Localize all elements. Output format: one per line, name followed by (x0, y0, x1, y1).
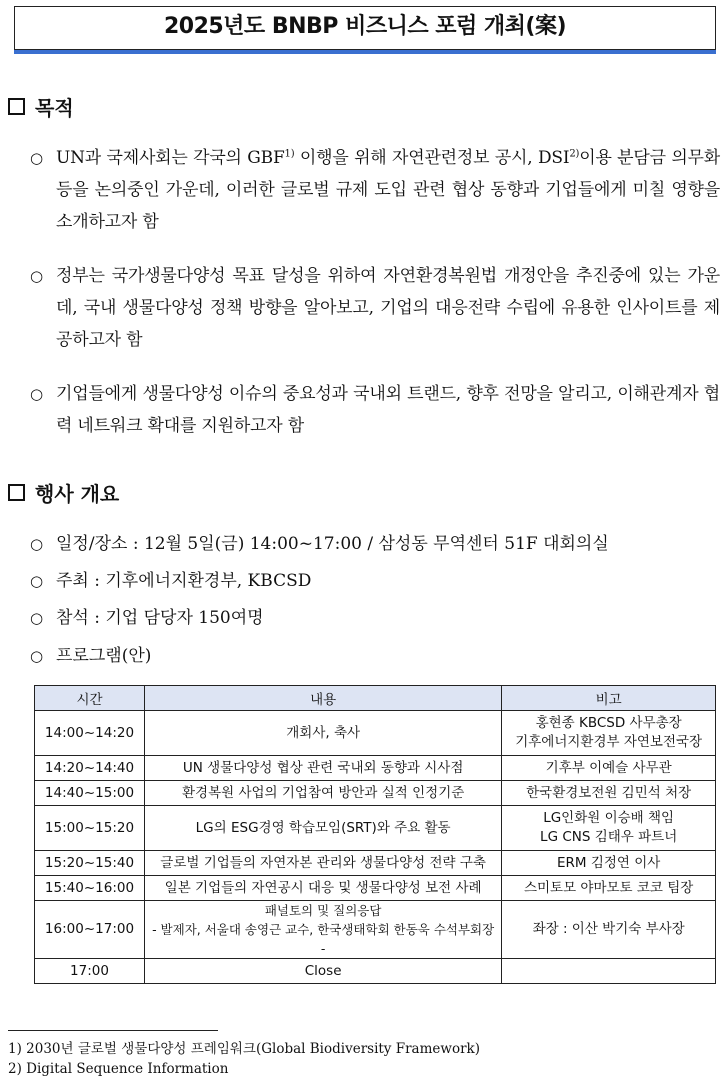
purpose-bullet-1 (30, 142, 720, 238)
section-purpose-title: 목적 (35, 96, 74, 120)
table-row (35, 959, 716, 984)
row-note: 스미토모 야마모토 코코 팀장 (502, 876, 716, 901)
title-box (14, 6, 716, 50)
row-time: 14:20~14:40 (35, 756, 145, 781)
overview-host-text: 주최 : 기후에너지환경부, KBCSD (56, 571, 312, 591)
row-content: 일본 기업들의 자연공시 대응 및 생물다양성 보전 사례 (144, 876, 501, 901)
footnote-divider (8, 1030, 218, 1031)
row-content: UN 생물다양성 협상 관련 국내외 동향과 시사점 (144, 756, 501, 781)
row-note: 홍현종 KBCSD 사무총장 기후에너지환경부 자연보전국장 (502, 711, 716, 756)
header-content: 내용 (144, 686, 501, 711)
row-content: 패널토의 및 질의응답 - 발제자, 서울대 송영근 교수, 한국생태학회 한동욱 수석부회장 - (144, 901, 501, 959)
table-row (35, 806, 716, 851)
purpose-bullet-3-text: 기업들에게 생물다양성 이슈의 중요성과 국내외 트랜드, 향후 전망을 알리고, 이해관계자 협력 네트워크 확대를 지원하고자 함 (56, 384, 720, 436)
bullet-circle-icon: ○ (30, 267, 44, 285)
row-content: LG의 ESG경영 학습모임(SRT)와 주요 활동 (144, 806, 501, 851)
bullet-circle-icon: ○ (30, 572, 44, 590)
footnote-2: 2) Digital Sequence Information (8, 1061, 229, 1077)
table-row (35, 781, 716, 806)
bullet-circle-icon: ○ (30, 609, 44, 627)
footnote-1: 1) 2030년 글로벌 생물다양성 프레임워크(Global Biodiversity Framework) (8, 1041, 480, 1057)
bullet-circle-icon: ○ (30, 647, 44, 665)
purpose-bullet-2-text: 정부는 국가생물다양성 목표 달성을 위하여 자연환경복원법 개정안을 추진중에 있는 가운데, 국내 생물다양성 정책 방향을 알아보고, 기업의 대응전략 수립에 유용한 인사이트를 제공하고자 함 (56, 266, 720, 350)
overview-schedule-text: 일정/장소 : 12월 5일(금) 14:00~17:00 / 삼성동 무역센터 51F 대회의실 (56, 534, 609, 554)
row-note (502, 959, 716, 984)
row-time: 15:00~15:20 (35, 806, 145, 851)
section-overview-title: 행사 개요 (35, 482, 120, 506)
table-row (35, 901, 716, 959)
row-note: 좌장 : 이산 박기숙 부사장 (502, 901, 716, 959)
row-time: 16:00~17:00 (35, 901, 145, 959)
title-underline (14, 50, 716, 54)
bullet-circle-icon: ○ (30, 149, 44, 167)
row-time: 17:00 (35, 959, 145, 984)
overview-attendees-text: 참석 : 기업 담당자 150여명 (56, 608, 264, 628)
page-title: 2025년도 BNBP 비즈니스 포럼 개최(案) (163, 14, 567, 39)
row-time: 15:40~16:00 (35, 876, 145, 901)
table-row (35, 876, 716, 901)
table-row (35, 711, 716, 756)
header-note: 비고 (502, 686, 716, 711)
bullet-circle-icon: ○ (30, 385, 44, 403)
row-time: 14:00~14:20 (35, 711, 145, 756)
overview-program (30, 644, 151, 668)
overview-schedule (30, 532, 609, 556)
overview-attendees (30, 606, 264, 630)
overview-host (30, 569, 311, 593)
row-time: 15:20~15:40 (35, 851, 145, 876)
purpose-bullet-1-text: UN과 국제사회는 각국의 GBF$^{1)}$ 이행을 위해 자연관련정보 공시, DSI$^{2)}$이용 분담금 의무화 등을 논의중인 가운데, 이러한 글로벌 규제 도입 관련 협상 동향과 기업들에게 미칠 영향을 소개하고자 함 (56, 148, 720, 232)
bullet-circle-icon: ○ (30, 535, 44, 553)
header-time: 시간 (35, 686, 145, 711)
row-note: LG인화원 이승배 책임 LG CNS 김태우 파트너 (502, 806, 716, 851)
row-content: 환경복원 사업의 기업참여 방안과 실적 인정기준 (144, 781, 501, 806)
purpose-bullet-2 (30, 260, 720, 356)
table-row (35, 756, 716, 781)
program-table (34, 685, 716, 984)
row-content: 개회사, 축사 (144, 711, 501, 756)
row-note: 기후부 이예슬 사무관 (502, 756, 716, 781)
row-note: ERM 김정연 이사 (502, 851, 716, 876)
section-purpose-heading (8, 92, 74, 121)
row-content: 글로벌 기업들의 자연자본 관리와 생물다양성 전략 구축 (144, 851, 501, 876)
overview-program-text: 프로그램(안) (56, 646, 152, 666)
purpose-bullet-3 (30, 378, 720, 442)
row-note: 한국환경보전원 김민석 처장 (502, 781, 716, 806)
row-time: 14:40~15:00 (35, 781, 145, 806)
checkbox-square-icon (8, 98, 25, 115)
table-row (35, 851, 716, 876)
checkbox-square-icon (8, 484, 25, 501)
row-content: Close (144, 959, 501, 984)
table-header-row (35, 686, 716, 711)
section-overview-heading (8, 478, 119, 507)
